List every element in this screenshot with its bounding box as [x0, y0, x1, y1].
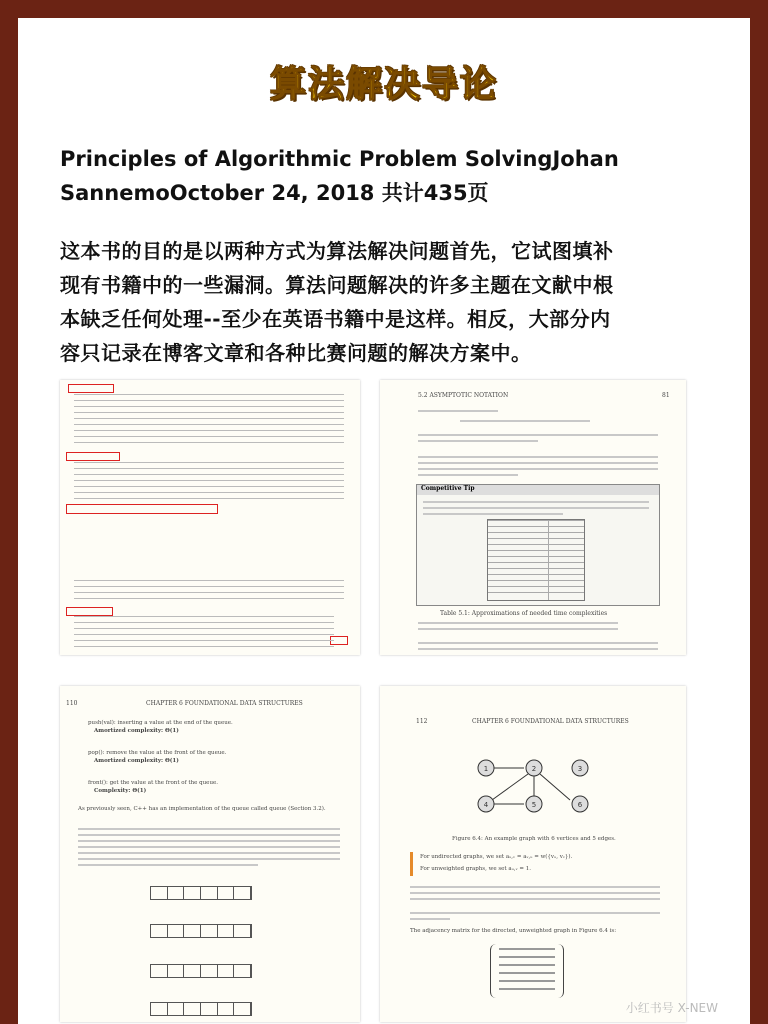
asymptotic-page-image	[380, 380, 686, 655]
toc-highlight	[66, 607, 113, 616]
unweighted-note: For unweighted graphs, we set aᵤ,ᵥ = 1.	[420, 866, 531, 872]
queue-front-complexity: Complexity: Θ(1)	[94, 788, 147, 794]
svg-text:2: 2	[531, 765, 537, 773]
svg-text:3: 3	[577, 765, 583, 773]
queue-page-image	[60, 686, 360, 1022]
post-title: 算法解决导论	[269, 64, 498, 105]
table-caption: Table 5.1: Approximations of needed time complexities	[440, 610, 608, 617]
watermark: 小红书号 X-NEW	[625, 1001, 718, 1015]
tip-title: Competitive Tip	[417, 485, 659, 495]
page-number: 81	[662, 392, 670, 399]
queue-push: push(val): inserting a value at the end of the queue.	[88, 720, 233, 726]
toc-highlight	[68, 384, 114, 393]
competitive-tip-box	[416, 484, 660, 606]
note-bar	[410, 852, 413, 876]
graph-caption: Figure 6.4: An example graph with 6 vertices and 5 edges.	[452, 836, 616, 842]
graph-page-image	[380, 686, 686, 1022]
queue-front: front(): get the value at the front of the queue.	[88, 780, 218, 786]
svg-text:6: 6	[577, 801, 583, 809]
queue-push-complexity: Amortized complexity: Θ(1)	[94, 728, 179, 734]
desc-line3: 本缺乏任何处理--至少在英语书籍中是这样。相反，大部分内	[60, 307, 611, 331]
undirected-note: For undirected graphs, we set aᵤ,ᵥ = aᵥ,ᵤ = w({vᵤ, vᵥ}).	[420, 854, 573, 860]
desc-line2: 现有书籍中的一些漏洞。算法问题解决的许多主题在文献中根	[60, 273, 614, 297]
matrix-intro: The adjacency matrix for the directed, unweighted graph in Figure 6.4 is:	[410, 928, 617, 934]
svg-text:1: 1	[483, 765, 489, 773]
graph-diagram	[470, 746, 600, 826]
book-meta-line1: Principles of Algorithmic Problem SolvingJohan	[60, 147, 619, 171]
adjacency-matrix	[490, 944, 564, 998]
book-description	[60, 234, 720, 370]
page-number: 112	[416, 718, 428, 725]
toc-highlight	[66, 452, 120, 461]
svg-text:5: 5	[531, 801, 537, 809]
queue-paragraph: As previously seen, C++ has an implementation of the queue called queue (Section 3.2).	[78, 806, 326, 812]
queue-pop: pop(): remove the value at the front of the queue.	[88, 750, 227, 756]
page-number: 110	[66, 700, 78, 707]
page-header: CHAPTER 6 FOUNDATIONAL DATA STRUCTURES	[472, 718, 629, 725]
desc-line1: 这本书的目的是以两种方式为算法解决问题首先，它试图填补	[60, 239, 614, 263]
page-header: 5.2 ASYMPTOTIC NOTATION	[418, 392, 509, 399]
desc-line4: 容只记录在博客文章和各种比赛问题的解决方案中。	[60, 341, 532, 365]
book-meta	[60, 142, 720, 210]
toc-page-image	[60, 380, 360, 655]
book-meta-line2: SannemoOctober 24, 2018 共计435页	[60, 181, 489, 205]
svg-text:4: 4	[483, 801, 489, 809]
toc-highlight	[66, 504, 218, 514]
queue-pop-complexity: Amortized complexity: Θ(1)	[94, 758, 179, 764]
page-header: CHAPTER 6 FOUNDATIONAL DATA STRUCTURES	[146, 700, 303, 707]
post-card	[18, 18, 750, 1024]
